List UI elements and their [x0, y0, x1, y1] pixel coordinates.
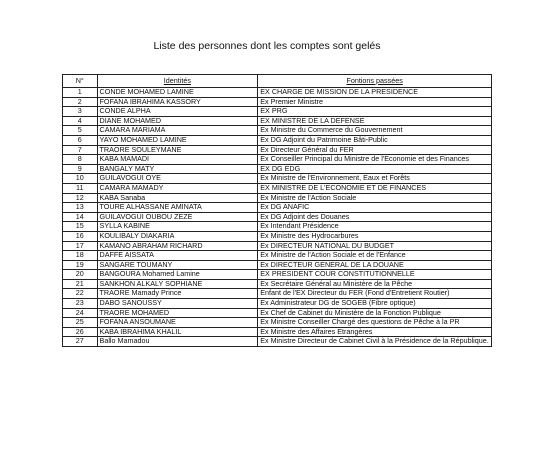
row-function: Ex Ministre Directeur de Cabinet Civil à la Présidence de la République.	[258, 337, 492, 347]
table-header-row	[63, 75, 492, 88]
frozen-accounts-table	[62, 74, 492, 347]
page-title: Liste des personnes dont les comptes sont gelés	[153, 40, 381, 52]
row-identity: CAMARA MARIAMA	[97, 126, 258, 136]
row-identity: GUILAVOGUI OYE	[97, 174, 258, 184]
row-number: 16	[63, 231, 98, 241]
table-row	[63, 135, 492, 145]
row-number: 13	[63, 203, 98, 213]
row-identity: BANGALY MATY	[97, 164, 258, 174]
row-function: Ex Administrateur DG de SOGEB (Fibre optique)	[258, 299, 492, 309]
row-number: 7	[63, 145, 98, 155]
row-number: 14	[63, 212, 98, 222]
row-function: Ex Ministre des Affaires Etrangères	[258, 327, 492, 337]
row-function: Ex Ministre Conseiller Chargé des questions de Pêche à la PR	[258, 318, 492, 328]
row-identity: KAMANO ABRAHAM RICHARD	[97, 241, 258, 251]
row-function: Ex Directeur Général du FER	[258, 145, 492, 155]
row-number: 12	[63, 193, 98, 203]
row-function: Ex Ministre de l'Action Sociale et de l'Enfance	[258, 251, 492, 261]
row-identity: Ballo Mamadou	[97, 337, 258, 347]
row-identity: FOFANA ANSOUMANE	[97, 318, 258, 328]
table-row	[63, 183, 492, 193]
row-number: 5	[63, 126, 98, 136]
row-identity: KABA Sanaba	[97, 193, 258, 203]
row-number: 23	[63, 299, 98, 309]
table-row	[63, 222, 492, 232]
row-function: Ex DG ANAFIC	[258, 203, 492, 213]
row-identity: TRAORE SOULEYMANE	[97, 145, 258, 155]
row-number: 11	[63, 183, 98, 193]
row-function: Ex DIRECTEUR GENERAL DE LA DOUANE	[258, 260, 492, 270]
row-identity: DAFFE AISSATA	[97, 251, 258, 261]
row-function: EX PRESIDENT COUR CONSTITUTIONNELLE	[258, 270, 492, 280]
row-function: Ex Ministre de l'Environnement, Eaux et Forêts	[258, 174, 492, 184]
row-function: Ex Ministre de l'Action Sociale	[258, 193, 492, 203]
row-number: 17	[63, 241, 98, 251]
row-number: 19	[63, 260, 98, 270]
row-number: 8	[63, 155, 98, 165]
row-identity: CAMARA MAMADY	[97, 183, 258, 193]
row-number: 3	[63, 107, 98, 117]
row-number: 2	[63, 97, 98, 107]
row-number: 1	[63, 88, 98, 98]
row-function: EX MINISTRE DE LA DEFENSE	[258, 116, 492, 126]
row-identity: KOULIBALY DIAKARIA	[97, 231, 258, 241]
row-identity: SANGARE TOUMANY	[97, 260, 258, 270]
column-header-identities: Identités	[97, 75, 258, 88]
row-identity: KABA IBRAHIMA KHALIL	[97, 327, 258, 337]
row-function: Ex Premier Ministre	[258, 97, 492, 107]
table-row	[63, 231, 492, 241]
row-function: Ex Conseiller Principal du Ministre de l'Economie et des Finances	[258, 155, 492, 165]
row-identity: CONDE MOHAMED LAMINE	[97, 88, 258, 98]
row-function: Enfant de l'EX Directeur du FER (Fond d'Entretient Routier)	[258, 289, 492, 299]
row-function: Ex DG Adjoint des Douanes	[258, 212, 492, 222]
table-row	[63, 251, 492, 261]
table-row	[63, 299, 492, 309]
table-row	[63, 337, 492, 347]
table-body	[63, 88, 492, 347]
row-function: EX CHARGE DE MISSION DE LA PRESIDENCE	[258, 88, 492, 98]
table-row	[63, 203, 492, 213]
row-number: 22	[63, 289, 98, 299]
row-identity: BANGOURA Mohamed Lamine	[97, 270, 258, 280]
table-row	[63, 155, 492, 165]
row-function: Ex Ministre des Hydrocarbures	[258, 231, 492, 241]
row-function: Ex Secrétaire Général au Ministère de la Pêche	[258, 279, 492, 289]
row-function: Ex Ministre du Commerce du Gouvernement	[258, 126, 492, 136]
row-identity: GUILAVOGUI OUBOU ZEZE	[97, 212, 258, 222]
table-row	[63, 88, 492, 98]
row-number: 20	[63, 270, 98, 280]
table-row	[63, 270, 492, 280]
row-function: EX MINISTRE DE L'ECONOMIE ET DE FINANCES	[258, 183, 492, 193]
row-number: 25	[63, 318, 98, 328]
row-function: EX PRG	[258, 107, 492, 117]
row-identity: SANKHON ALKALY SOPHIANE	[97, 279, 258, 289]
row-identity: SYLLA KABINE	[97, 222, 258, 232]
row-identity: TRAORE Mamady Prince	[97, 289, 258, 299]
row-number: 21	[63, 279, 98, 289]
row-number: 4	[63, 116, 98, 126]
row-number: 15	[63, 222, 98, 232]
row-function: Ex DG Adjoint du Patrimoine Bâti-Public	[258, 135, 492, 145]
row-function: EX DG EDG	[258, 164, 492, 174]
row-number: 10	[63, 174, 98, 184]
row-function: Ex Intendant Présidence	[258, 222, 492, 232]
row-identity: CONDE ALPHA	[97, 107, 258, 117]
table-row	[63, 174, 492, 184]
row-identity: DABO SANOUSSY	[97, 299, 258, 309]
row-number: 18	[63, 251, 98, 261]
row-identity: YAYO MOHAMED LAMINE	[97, 135, 258, 145]
column-header-number: N°	[63, 75, 98, 88]
row-number: 26	[63, 327, 98, 337]
row-number: 24	[63, 308, 98, 318]
column-header-functions: Fontions passées	[258, 75, 492, 88]
row-function: Ex DIRECTEUR NATIONAL DU BUDGET	[258, 241, 492, 251]
row-identity: DIANE MOHAMED	[97, 116, 258, 126]
row-number: 27	[63, 337, 98, 347]
row-number: 9	[63, 164, 98, 174]
table-row	[63, 318, 492, 328]
row-number: 6	[63, 135, 98, 145]
table-row	[63, 107, 492, 117]
row-function: Ex Chef de Cabinet du Ministère de la Fonction Publique	[258, 308, 492, 318]
row-identity: TOURE ALHASSANE AMINATA	[97, 203, 258, 213]
row-identity: KABA MAMADI	[97, 155, 258, 165]
row-identity: TRAORE MOHAMED	[97, 308, 258, 318]
row-identity: FOFANA IBRAHIMA KASSORY	[97, 97, 258, 107]
